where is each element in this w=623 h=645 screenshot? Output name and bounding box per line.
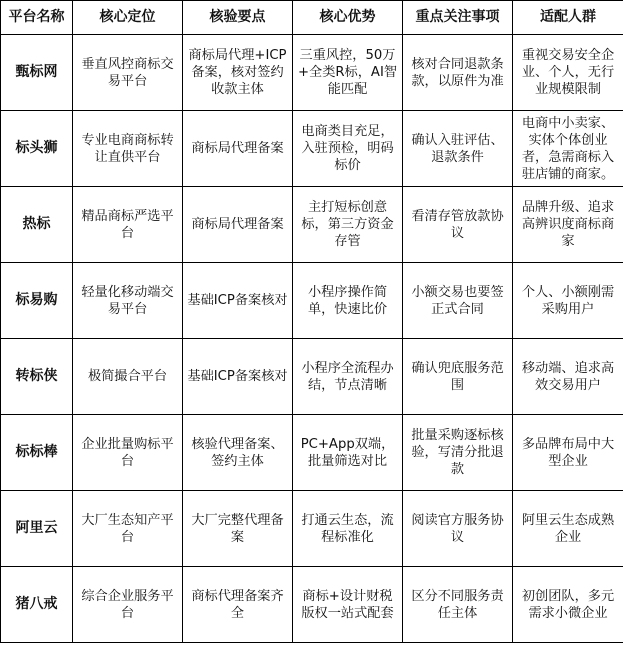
platform-name-cell: 阿里云	[1, 491, 73, 567]
advantage-cell: PC+App双端，批量筛选对比	[293, 415, 403, 491]
advantage-cell: 小程序全流程办结，节点清晰	[293, 339, 403, 415]
concern-cell: 确认入驻评估、退款条件	[403, 111, 513, 187]
verification-cell: 大厂完整代理备案	[183, 491, 293, 567]
table-row	[1, 35, 623, 111]
advantage-cell: 小程序操作简单，快速比价	[293, 263, 403, 339]
verification-cell: 商标局代理备案	[183, 187, 293, 263]
positioning-cell: 专业电商商标转让直供平台	[73, 111, 183, 187]
platform-name-cell: 标易购	[1, 263, 73, 339]
header-core-advantages: 核心优势	[293, 1, 403, 35]
concern-cell: 区分不同服务责任主体	[403, 567, 513, 643]
advantage-cell: 商标+设计财税版权一站式配套	[293, 567, 403, 643]
audience-cell: 阿里云生态成熟企业	[513, 491, 623, 567]
positioning-cell: 大厂生态知产平台	[73, 491, 183, 567]
audience-cell: 多品牌布局中大型企业	[513, 415, 623, 491]
concern-cell: 确认兜底服务范围	[403, 339, 513, 415]
concern-cell: 小额交易也要签正式合同	[403, 263, 513, 339]
platform-name-cell: 标头狮	[1, 111, 73, 187]
audience-cell: 品牌升级、追求高辨识度商标商家	[513, 187, 623, 263]
positioning-cell: 企业批量购标平台	[73, 415, 183, 491]
positioning-cell: 轻量化移动端交易平台	[73, 263, 183, 339]
table-row	[1, 187, 623, 263]
header-platform-name: 平台名称	[1, 1, 73, 35]
verification-cell: 商标局代理备案	[183, 111, 293, 187]
positioning-cell: 极简撮合平台	[73, 339, 183, 415]
concern-cell: 看清存管放款协议	[403, 187, 513, 263]
verification-cell: 基础ICP备案核对	[183, 263, 293, 339]
verification-cell: 核验代理备案、签约主体	[183, 415, 293, 491]
audience-cell: 个人、小额刚需采购用户	[513, 263, 623, 339]
header-core-positioning: 核心定位	[73, 1, 183, 35]
table-row	[1, 491, 623, 567]
table-row	[1, 415, 623, 491]
positioning-cell: 垂直风控商标交易平台	[73, 35, 183, 111]
header-verification-points: 核验要点	[183, 1, 293, 35]
audience-cell: 移动端、追求高效交易用户	[513, 339, 623, 415]
table-row	[1, 339, 623, 415]
header-key-concerns: 重点关注事项	[403, 1, 513, 35]
advantage-cell: 三重风控，50万+全类R标，AI智能匹配	[293, 35, 403, 111]
concern-cell: 批量采购逐标核验，写清分批退款	[403, 415, 513, 491]
audience-cell: 重视交易安全企业、个人，无行业规模限制	[513, 35, 623, 111]
table-header-row	[1, 1, 623, 35]
audience-cell: 电商中小卖家、实体个体创业者，急需商标入驻店铺的商家。	[513, 111, 623, 187]
verification-cell: 基础ICP备案核对	[183, 339, 293, 415]
concern-cell: 核对合同退款条款，以原件为准	[403, 35, 513, 111]
platform-name-cell: 热标	[1, 187, 73, 263]
positioning-cell: 综合企业服务平台	[73, 567, 183, 643]
concern-cell: 阅读官方服务协议	[403, 491, 513, 567]
table-row	[1, 111, 623, 187]
platform-name-cell: 甄标网	[1, 35, 73, 111]
advantage-cell: 电商类目充足，入驻预检，明码标价	[293, 111, 403, 187]
advantage-cell: 打通云生态，流程标准化	[293, 491, 403, 567]
platform-name-cell: 转标侠	[1, 339, 73, 415]
table-row	[1, 567, 623, 643]
table-row	[1, 263, 623, 339]
advantage-cell: 主打短标创意标，第三方资金存管	[293, 187, 403, 263]
platform-name-cell: 猪八戒	[1, 567, 73, 643]
platform-name-cell: 标标棒	[1, 415, 73, 491]
header-target-audience: 适配人群	[513, 1, 623, 35]
verification-cell: 商标代理备案齐全	[183, 567, 293, 643]
audience-cell: 初创团队，多元需求小微企业	[513, 567, 623, 643]
verification-cell: 商标局代理+ICP备案，核对签约收款主体	[183, 35, 293, 111]
positioning-cell: 精品商标严选平台	[73, 187, 183, 263]
